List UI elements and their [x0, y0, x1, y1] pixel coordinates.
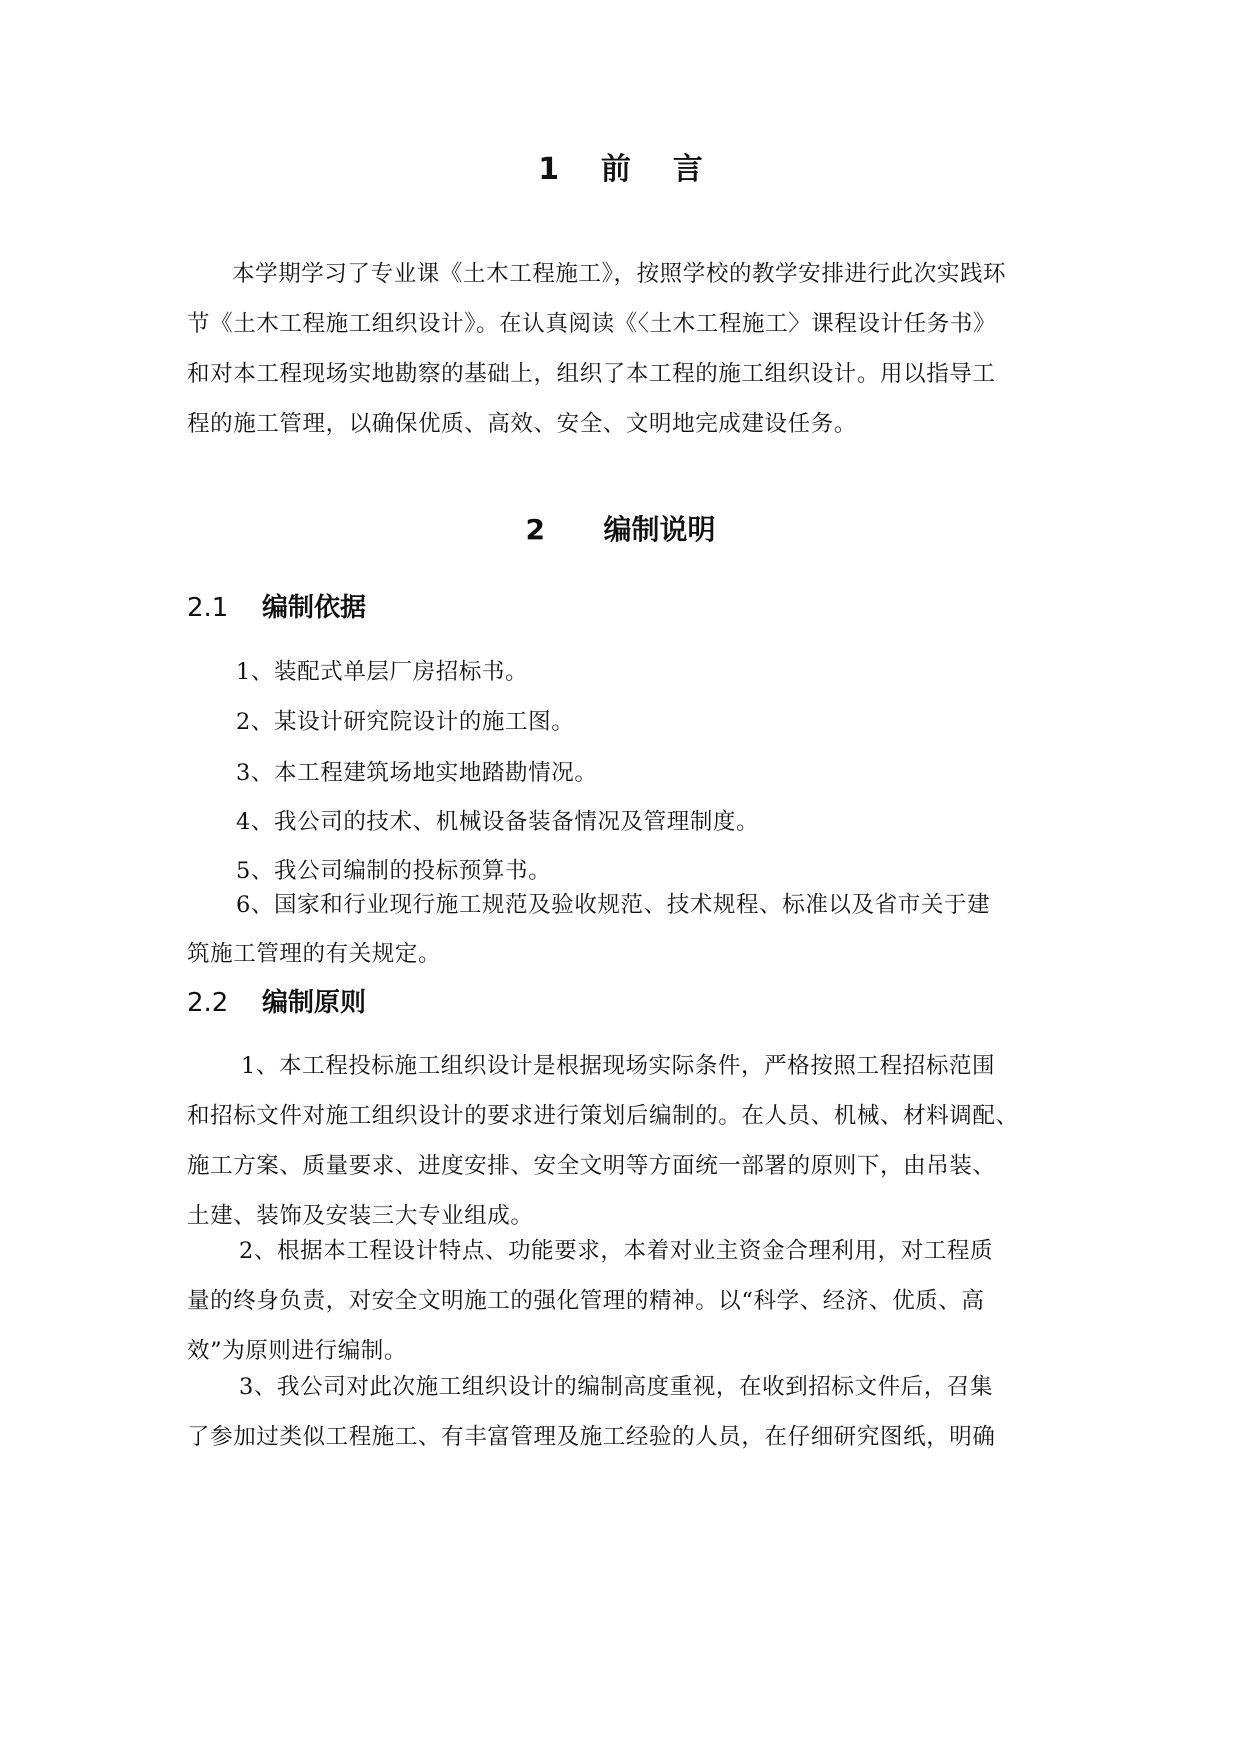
basis-item: 5、我公司编制的投标预算书。 [236, 858, 552, 884]
paragraph-line: 和对本工程现场实地勘察的基础上，组织了本工程的施工组织设计。用以指导工 [187, 361, 996, 387]
paragraph-line: 1、本工程投标施工组织设计是根据现场实际条件，严格按照工程招标范围 [241, 1053, 996, 1079]
basis-item: 3、本工程建筑场地实地踏勘情况。 [236, 760, 598, 786]
section-1-heading: 1 前 言 [538, 152, 703, 187]
paragraph-line: 节《土木工程施工组织设计》。在认真阅读《〈土木工程施工〉课程设计任务书》 [187, 311, 997, 337]
subsection-number: 2.1 [187, 593, 229, 623]
paragraph-line: 程的施工管理，以确保优质、高效、安全、文明地完成建设任务。 [187, 411, 857, 437]
subsection-2-2-heading [187, 985, 366, 1021]
basis-item: 4、我公司的技术、机械设备装备情况及管理制度。 [236, 809, 760, 835]
subsection-2-1-heading [187, 590, 366, 626]
paragraph-line: 土建、装饰及安装三大专业组成。 [187, 1203, 534, 1229]
paragraph-line: 6、国家和行业现行施工规范及验收规范、技术规程、标准以及省市关于建 [236, 892, 991, 918]
paragraph-line: 和招标文件对施工组织设计的要求进行策划后编制的。在人员、机械、材料调配、 [187, 1103, 1019, 1129]
paragraph-line: 3、我公司对此次施工组织设计的编制高度重视，在收到招标文件后，召集 [239, 1374, 994, 1400]
paragraph-line: 施工方案、质量要求、进度安排、安全文明等方面统一部署的原则下，由吊装、 [187, 1153, 996, 1179]
basis-item: 1、装配式单层厂房招标书。 [236, 659, 529, 685]
section-2-heading: 2 编制说明 [525, 513, 716, 546]
basis-item: 2、某设计研究院设计的施工图。 [236, 709, 575, 735]
paragraph-line: 2、根据本工程设计特点、功能要求，本着对业主资金合理利用，对工程质 [239, 1238, 994, 1264]
paragraph-line: 量的终身负责，对安全文明施工的强化管理的精神。以“科学、经济、优质、高 [187, 1288, 985, 1314]
subsection-title: 编制依据 [262, 593, 367, 623]
paragraph-line: 效”为原则进行编制。 [187, 1338, 408, 1364]
subsection-number: 2.2 [187, 988, 229, 1018]
paragraph-line: 了参加过类似工程施工、有丰富管理及施工经验的人员，在仔细研究图纸，明确 [187, 1424, 996, 1450]
paragraph-line: 筑施工管理的有关规定。 [187, 941, 442, 967]
subsection-title: 编制原则 [262, 988, 367, 1018]
paragraph-line: 本学期学习了专业课《土木工程施工》，按照学校的教学安排进行此次实践环 [232, 261, 1007, 287]
